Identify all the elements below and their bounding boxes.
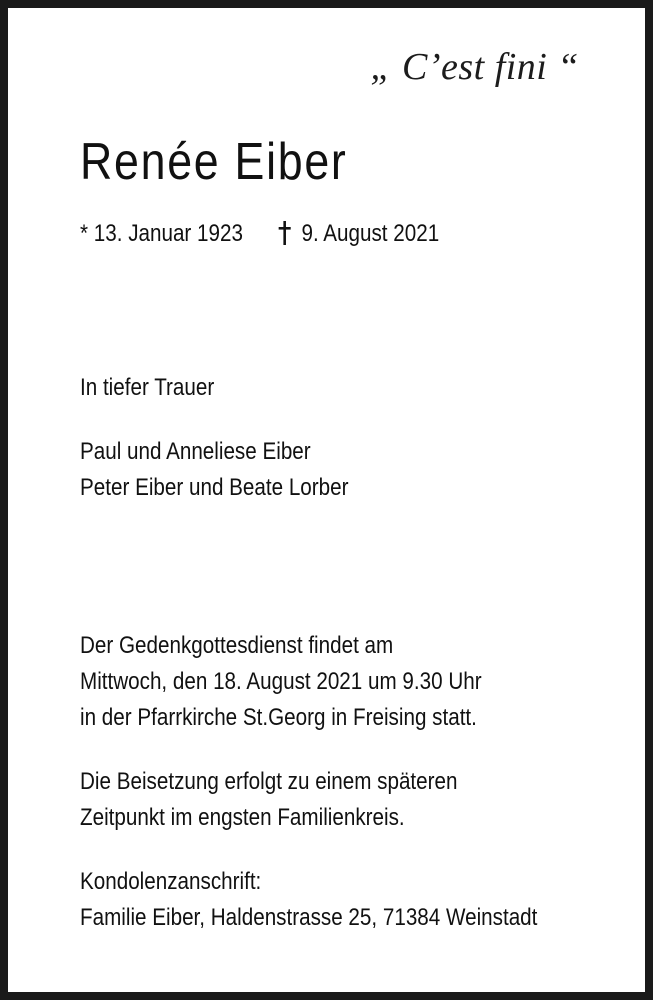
birth-symbol: * xyxy=(80,220,89,247)
mourning-line xyxy=(80,370,214,406)
mourner-line: Paul und Anneliese Eiber xyxy=(80,438,311,465)
motto-script: „ C’est fini “ xyxy=(370,46,579,88)
condolence-address-line: Familie Eiber, Haldenstrasse 25, 71384 Weinstadt xyxy=(80,904,538,931)
burial-paragraph xyxy=(80,764,457,836)
mourning-text: In tiefer Trauer xyxy=(80,374,215,401)
deceased-name: Renée Eiber xyxy=(80,133,348,191)
burial-line: Die Beisetzung erfolgt zu einem späteren xyxy=(80,768,458,795)
life-dates xyxy=(80,220,439,246)
condolence-label: Kondolenzanschrift: xyxy=(80,868,262,895)
service-paragraph xyxy=(80,628,482,736)
mourner-line: Peter Eiber und Beate Lorber xyxy=(80,474,349,501)
burial-line: Zeitpunkt im engsten Familienkreis. xyxy=(80,804,405,831)
service-line: in der Pfarrkirche St.Georg in Freising statt. xyxy=(80,704,477,731)
service-line: Der Gedenkgottesdienst findet am xyxy=(80,632,394,659)
condolence-address xyxy=(80,864,537,936)
service-line: Mittwoch, den 18. August 2021 um 9.30 Uhr xyxy=(80,668,482,695)
cross-icon xyxy=(277,220,292,246)
death-date: 9. August 2021 xyxy=(301,220,440,247)
birth-date: 13. Januar 1923 xyxy=(93,220,243,247)
mourners-list xyxy=(80,434,348,506)
